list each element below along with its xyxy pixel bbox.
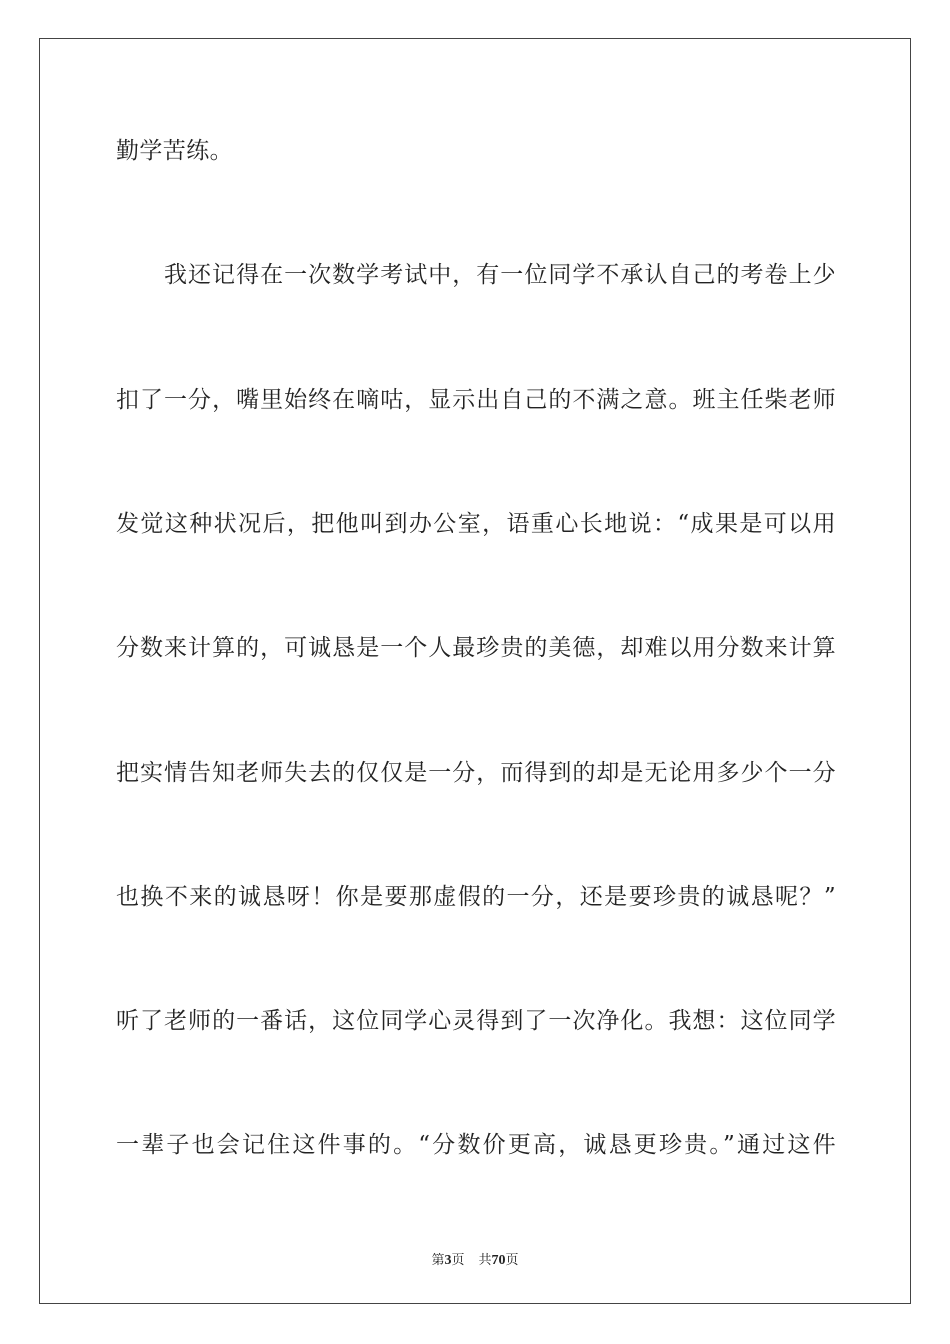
text-line: 扣了一分，嘴里始终在嘀咕，显示出自己的不满之意。班主任柴老师 (116, 387, 836, 413)
text-line: 听了老师的一番话，这位同学心灵得到了一次净化。我想：这位同学 (116, 1008, 836, 1034)
page-border (39, 38, 911, 1304)
page-number-suffix: 页 (451, 1253, 465, 1268)
page-footer (0, 1249, 950, 1269)
text-line: 分数来计算的，可诚恳是一个人最珍贵的美德，却难以用分数来计算 (116, 635, 836, 661)
page-number-prefix: 第 (431, 1253, 445, 1268)
text-line: 发觉这种状况后，把他叫到办公室，语重心长地说：“成果是可以用 (116, 511, 836, 537)
total-pages-number: 70 (491, 1253, 506, 1268)
current-page-number: 3 (444, 1253, 452, 1268)
total-pages-prefix: 共 (478, 1253, 492, 1268)
total-pages-suffix: 页 (505, 1253, 519, 1268)
text-line: 一辈子也会记住这件事的。“分数价更高，诚恳更珍贵。”通过这件 (116, 1132, 836, 1158)
paragraph-first-line: 我还记得在一次数学考试中，有一位同学不承认自己的考卷上少 (164, 262, 836, 288)
text-line: 也换不来的诚恳呀！你是要那虚假的一分，还是要珍贵的诚恳呢？” (116, 884, 836, 910)
text-line: 勤学苦练。 (116, 138, 233, 164)
text-line: 把实情告知老师失去的仅仅是一分，而得到的却是无论用多少个一分 (116, 760, 836, 786)
